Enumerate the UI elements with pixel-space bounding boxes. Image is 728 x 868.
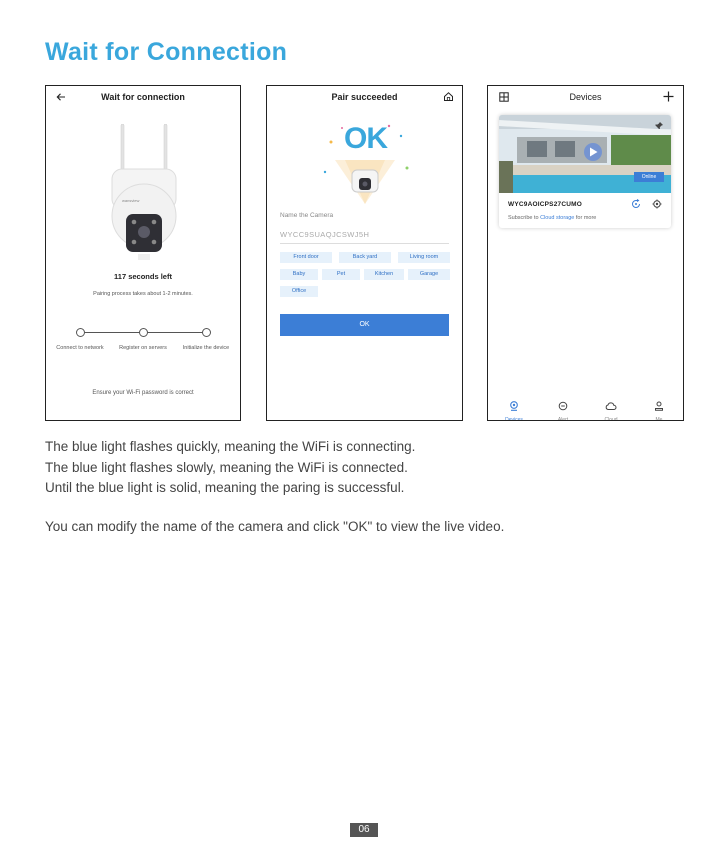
nav-devices[interactable] (496, 398, 532, 421)
nav-label: Devices (505, 417, 523, 421)
nav-label: Me (655, 417, 663, 421)
step-dot (76, 328, 85, 337)
nav-label: Cloud (604, 417, 618, 421)
note-paragraph: You can modify the name of the camera and click "OK" to view the live video. (45, 519, 505, 534)
step-dot (139, 328, 148, 337)
screen-devices (487, 85, 684, 421)
room-chip-kitchen[interactable]: Kitchen (364, 269, 404, 280)
device-name: WYC9AOICPS27CUMO (508, 201, 582, 208)
countdown-text: 117 seconds left (114, 272, 172, 281)
add-device-icon[interactable] (663, 91, 674, 102)
settings-gear-icon[interactable] (652, 199, 662, 209)
room-chip-baby[interactable]: Baby (280, 269, 318, 280)
nav-me[interactable] (641, 398, 677, 421)
nav-cloud[interactable] (593, 398, 629, 421)
pairing-note: Pairing process takes about 1-2 minutes. (93, 291, 193, 297)
page-number: 06 (350, 823, 378, 837)
step-label: Initialize the device (182, 345, 230, 351)
room-chip-living-room[interactable]: Living room (398, 252, 450, 263)
profile-icon (654, 401, 664, 411)
cloud-storage-link[interactable]: Cloud storage (540, 215, 575, 221)
status-badge: Online (634, 172, 664, 182)
instructions-paragraph (45, 437, 415, 499)
subscribe-suffix: for more (575, 215, 597, 221)
screen-pair-succeeded (266, 85, 463, 421)
playback-icon[interactable] (631, 199, 641, 209)
instruction-line: The blue light flashes slowly, meaning the WiFi is connected. (45, 459, 408, 475)
instruction-line: The blue light flashes quickly, meaning the WiFi is connecting. (45, 439, 416, 454)
wifi-password-note: Ensure your Wi-Fi password is correct (92, 390, 194, 396)
room-chip-front-door[interactable]: Front door (280, 252, 332, 263)
screen-title: Devices (569, 92, 602, 102)
step-dot (202, 328, 211, 337)
input-underline (280, 243, 449, 244)
cloud-icon (605, 401, 617, 411)
ok-graphic-text: OK (344, 122, 387, 155)
room-chip-office[interactable]: Office (280, 286, 318, 297)
camera-name-input[interactable]: WYCC9SUAQJCSWJ5H (280, 230, 370, 239)
room-chip-back-yard[interactable]: Back yard (339, 252, 391, 263)
room-chip-pet[interactable]: Pet (322, 269, 360, 280)
camera-illustration (108, 124, 180, 264)
step-label: Connect to network (56, 345, 104, 351)
instruction-line: Until the blue light is solid, meaning the paring is successful. (45, 480, 405, 495)
ok-button[interactable]: OK (280, 314, 449, 336)
screen-wait-connection (45, 85, 241, 421)
name-camera-label: Name the Camera (280, 212, 334, 219)
step-label: Register on servers (119, 345, 167, 351)
screen-title: Pair succeeded (331, 92, 398, 102)
alert-icon (558, 401, 568, 411)
camera-brand: wansview (122, 198, 140, 203)
subscribe-prefix: Subscribe to (508, 215, 539, 221)
device-card[interactable] (499, 115, 671, 228)
pin-icon[interactable] (655, 121, 664, 130)
room-chip-garage[interactable]: Garage (408, 269, 450, 280)
nav-alert[interactable] (545, 398, 581, 421)
devices-icon (509, 401, 519, 411)
nav-label: Alert (557, 417, 569, 421)
screen-title: Wait for connection (101, 92, 185, 102)
page-title: Wait for Connection (45, 38, 288, 66)
home-icon[interactable] (443, 91, 454, 102)
subscribe-text (508, 215, 596, 221)
